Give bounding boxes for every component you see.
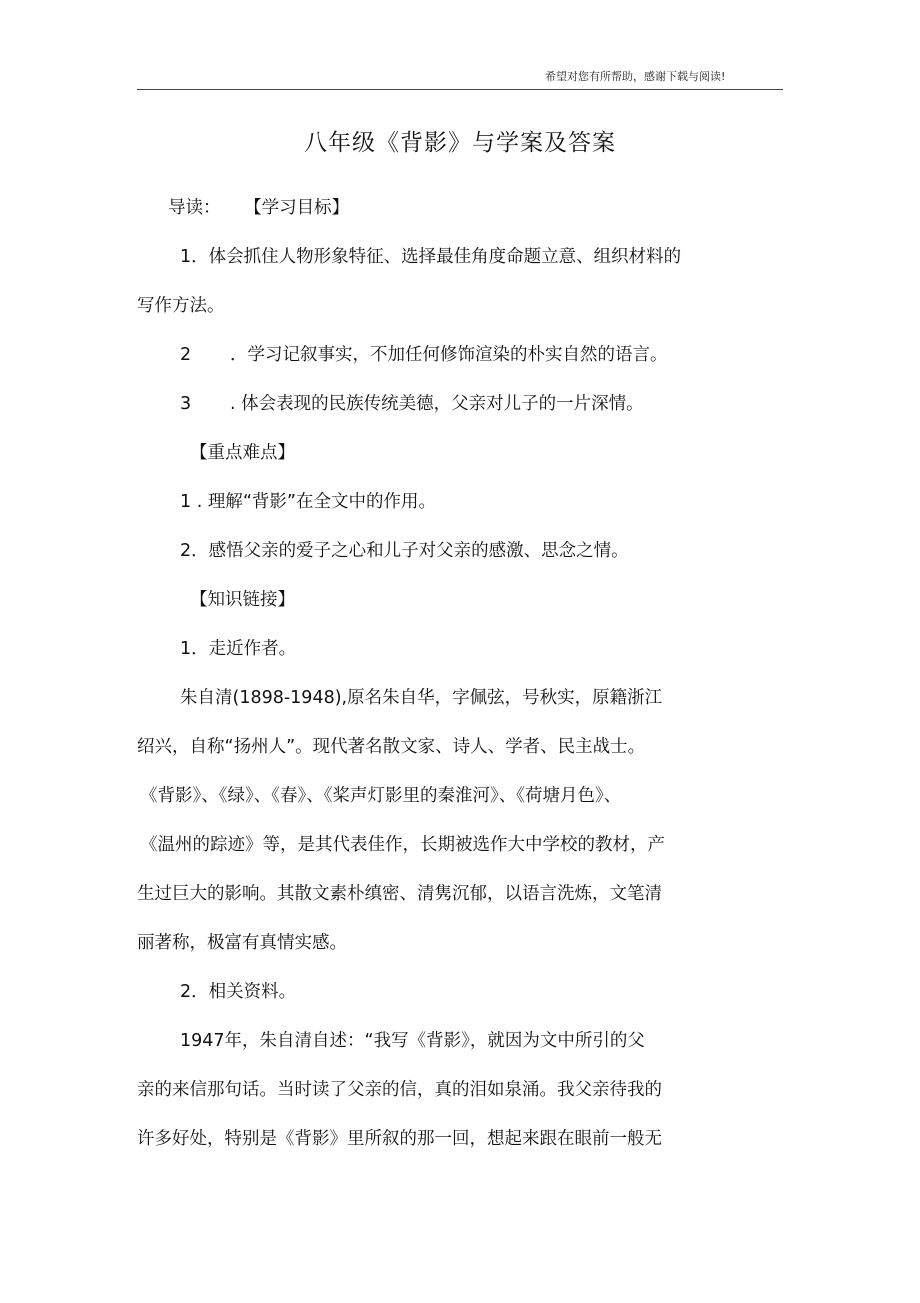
link-1-title: 1．走近作者。 <box>180 639 297 659</box>
goal-1-line-1: 1．体会抓住人物形象特征、选择最佳角度命题立意、组织材料的 <box>180 247 682 267</box>
material-line-1: 1947年，朱自清自述：“我写《背影》，就因为文中所引的父 <box>180 1031 645 1051</box>
material-line-3: 许多好处，特别是《背影》里所叙的那一回，想起来跟在眼前一般无 <box>137 1129 662 1149</box>
material-line-2: 亲的来信那句话。当时读了父亲的信，真的泪如泉涌。我父亲待我的 <box>137 1080 662 1100</box>
key-point-2: 2．感悟父亲的爱子之心和儿子对父亲的感激、思念之情。 <box>180 541 629 561</box>
author-paragraph-line-6: 丽著称，极富有真情实感。 <box>137 933 347 953</box>
goal-2-text: ．学习记叙事实，不加任何修饰渲染的朴实自然的语言。 <box>230 345 668 365</box>
author-paragraph-line-2: 绍兴，自称“扬州人”。现代著名散文家、诗人、学者、民主战士。 <box>137 737 646 757</box>
goal-2 <box>180 343 668 367</box>
page-title: 八年级《背影》与学案及答案 <box>304 130 616 156</box>
link-2-title: 2．相关资料。 <box>180 982 297 1002</box>
goal-3 <box>180 392 644 416</box>
key-point-1: 1 . 理解“背影”在全文中的作用。 <box>180 492 436 512</box>
author-paragraph-line-3: 《背影》、《绿》、《春》、《桨声灯影里的秦淮河》、《荷塘月色》、 <box>140 786 622 806</box>
author-paragraph-line-4: 《温州的踪迹》等，是其代表佳作，长期被选作大中学校的教材，产 <box>140 835 665 855</box>
section-heading-key-points: 【重点难点】 <box>190 443 295 463</box>
author-paragraph-line-5: 生过巨大的影响。其散文素朴缜密、清隽沉郁，以语言洗炼，文笔清 <box>137 884 662 904</box>
guide-label: 导读： <box>168 198 221 218</box>
section-heading-knowledge-links: 【知识链接】 <box>190 590 295 610</box>
author-paragraph-line-1: 朱自清(1898-1948),原名朱自华，字佩弦，号秋实，原籍浙江 <box>180 688 663 708</box>
goal-3-text: . 体会表现的民族传统美德，父亲对儿子的一片深情。 <box>230 394 644 414</box>
header-rule <box>137 89 783 90</box>
guide-line <box>168 196 349 220</box>
section-heading-goals: 【学习目标】 <box>244 198 350 218</box>
header-note: 希望对您有所帮助，感谢下载与阅读! <box>545 70 726 83</box>
goal-1-line-2: 写作方法。 <box>137 296 225 316</box>
goal-2-number: 2 <box>180 345 192 365</box>
goal-3-number: 3 <box>180 394 192 414</box>
